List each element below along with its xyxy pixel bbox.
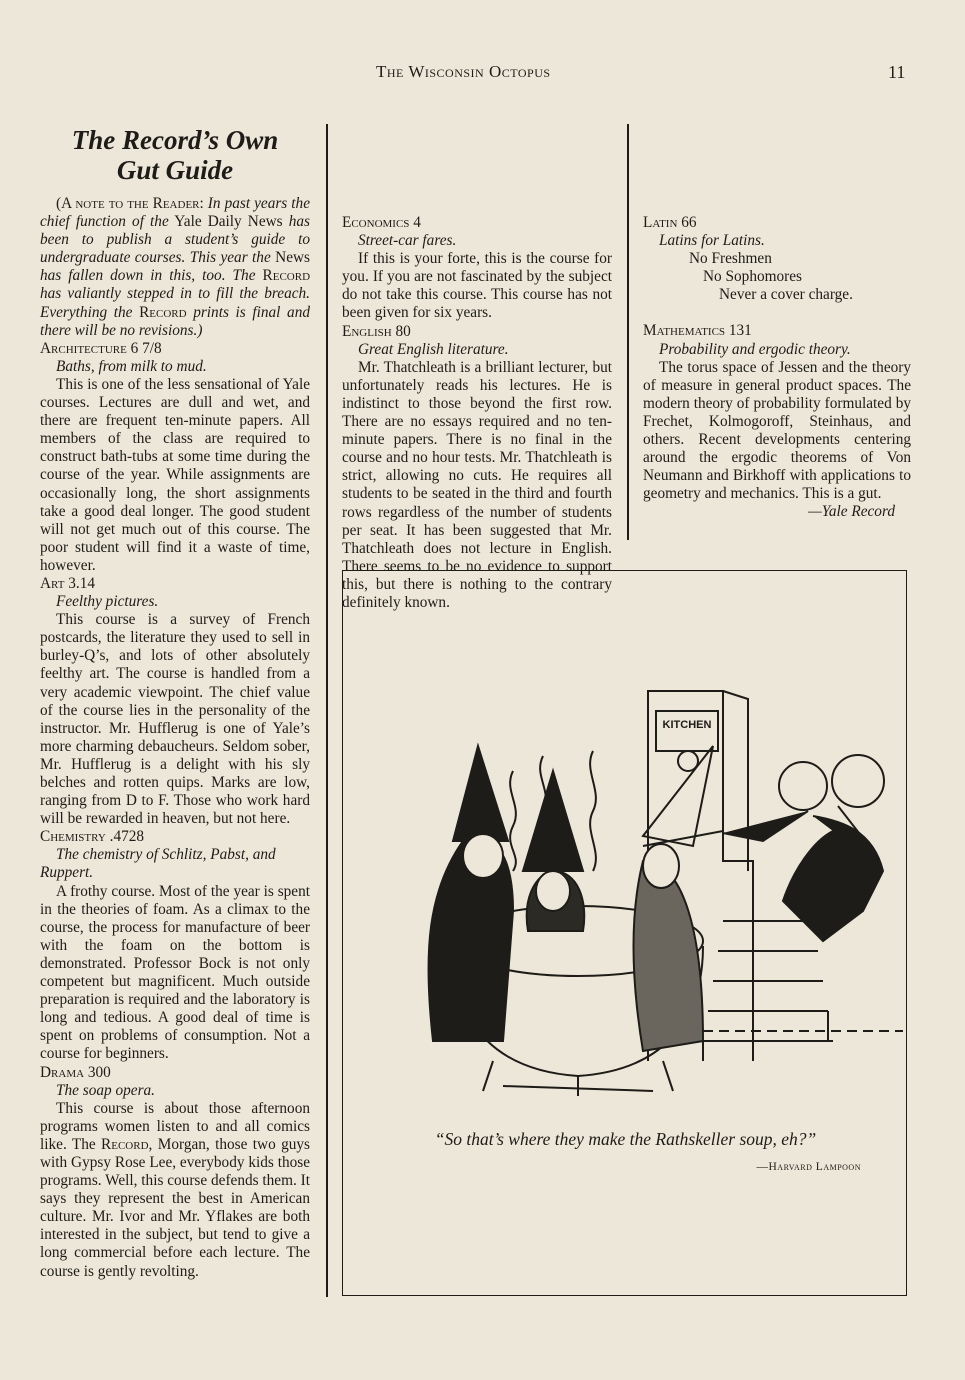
note-text: prints is final and there will be no revisions.): [40, 303, 311, 339]
course-heading: Mathematics 131: [643, 322, 752, 340]
column-3: [643, 124, 911, 522]
course-description: A frothy course. Most of the year is spent in the theories of foam. As a climax to the course, the process for manufacture of beer with the foam on the bottom is demonstrated. Professor Bock is not only competent but magnificent. Much outside preparation is required and the laboratory is long and tedious. A good deal of time is spent on problems of consumption. Not a course for beginners.: [40, 882, 310, 1063]
course-description: If this is your forte, this is the course for you. If you are not fascinated by the subject do not take this course. This course has not been given for six years.: [342, 250, 612, 322]
course-heading: Latin 66: [643, 214, 697, 231]
course-description: Mr. Thatchleath is a brilliant lecturer, but unfortunately reads his lectures. He is indistinct to those beyond the first row. There are no essays required and no ten-minute papers. There is no final in the course and no hour tests. Mr. Thatchleath is strict, allowing no cuts. He requires all students to be seated in the third and fourth rows regardless of the number of students per seat. It has been suggested that Mr. Thatchleath does not lecture in English. There seems to be no evidence to support this, but there is nothing to the contrary definitely known.: [342, 358, 612, 611]
title-line-1: The Record’s Own: [71, 125, 279, 155]
course-subtitle: The chemistry of Schlitz, Pabst, and Ruppert.: [40, 846, 276, 882]
cartoon-frame: [342, 570, 907, 1296]
course-heading: Art 3.14: [40, 574, 96, 592]
latin-line: No Freshmen: [689, 250, 772, 268]
note-label: (A note to the Reader:: [56, 195, 204, 212]
page-number: 11: [888, 62, 906, 82]
course-subtitle: Feelthy pictures.: [56, 593, 159, 611]
course-description-start: [40, 1100, 310, 1281]
course-subtitle: Probability and ergodic theory.: [659, 340, 851, 358]
course-heading: Architecture 6 7/8: [40, 339, 162, 357]
note-record: Record: [262, 267, 311, 285]
note-record: Record: [139, 303, 187, 321]
publication-title: The Wisconsin Octopus: [376, 62, 551, 81]
drama-text: This course is about those afternoon programs women listen to and all comics like. The: [40, 1099, 310, 1153]
article-title: [40, 125, 310, 185]
course-heading: English 80: [342, 322, 411, 340]
note-text: has valiantly stepped in to fill the breach. Everything the: [40, 285, 310, 321]
article-credit: —Yale Record: [808, 503, 895, 521]
note-newspaper: News: [275, 249, 310, 267]
course-subtitle: The soap opera.: [56, 1081, 156, 1099]
note-text: In past years the chief function of the: [40, 195, 310, 231]
drama-record: Record,: [101, 1135, 153, 1153]
title-line-2: Gut Guide: [116, 155, 234, 185]
course-heading: Economics 4: [342, 214, 421, 231]
editor-note: [40, 195, 310, 340]
latin-line: No Sophomores: [703, 268, 803, 286]
note-newspaper: Yale Daily News: [174, 213, 283, 231]
course-heading: Chemistry .4728: [40, 828, 145, 846]
course-heading: Drama 300: [40, 1063, 111, 1081]
column-2: [342, 124, 612, 612]
running-header: [0, 62, 965, 86]
course-description: This is one of the less sensational of Yale courses. Lectures are dull and wet, and there are frequent ten-minute papers. All members of the class are required to construct bath-tubs at some time during the course of the year. While assignments are occasionally long, the short assignments take a good deal longer. The good student will not get much out of this course. The poor student will find it a waste of time, however.: [40, 375, 310, 574]
cartoon-illustration: [343, 571, 908, 1297]
course-description: The torus space of Jessen and the theory of measure in general product spaces. The modern theory of probability formulated by Frechet, Kolmogoroff, Steinhaus, and others. Recent developments centering around the ergodic theorems of Von Neumann and Birkhoff with applications to geometry and mechanics. This is a gut.: [643, 358, 911, 503]
latin-line: Never a cover charge.: [719, 286, 853, 304]
course-subtitle: Baths, from milk to mud.: [56, 357, 207, 375]
note-text: has been to publish a student’s guide to undergraduate courses. This year the: [40, 213, 310, 267]
column-1: [40, 125, 310, 1281]
course-subtitle: Latins for Latins.: [659, 232, 765, 250]
column-rule: [627, 124, 629, 540]
cartoon-credit: —Harvard Lampoon: [756, 1161, 861, 1173]
note-text: has fallen down in this, too. The: [40, 267, 256, 285]
drama-text: Morgan, those two guys with Gypsy Rose Lee, everybody kids those programs. Well, this course defends them. It says they represent the best in American culture. Mr. Ivor and Mr. Yflakes are both interested in the subject, but tend to give a long commercial before each lecture. The course is gently revolting.: [40, 1135, 311, 1280]
door-sign: KITCHEN: [662, 719, 712, 731]
cartoon-caption: “So that’s where they make the Rathskeller soup, eh?”: [434, 1129, 817, 1149]
course-subtitle: Great English literature.: [358, 340, 509, 358]
course-subtitle: Street-car fares.: [358, 232, 457, 250]
column-rule: [326, 124, 328, 1297]
course-description: This course is a survey of French postcards, the literature they used to sell in burley-Q’s, and lots of other absolutely feelthy art. The course is handled from a very academic viewpoint. The chief value of the course lies in the personality of the instructor. Mr. Hufflerug is one of Yale’s more charming debaucheurs. Seldom sober, Mr. Hufflerug is a delight with his sly belches and rotten quips. Marks are low, ranging from D to F. Those who work hard will be rewarded in heaven, but not here.: [40, 611, 310, 828]
